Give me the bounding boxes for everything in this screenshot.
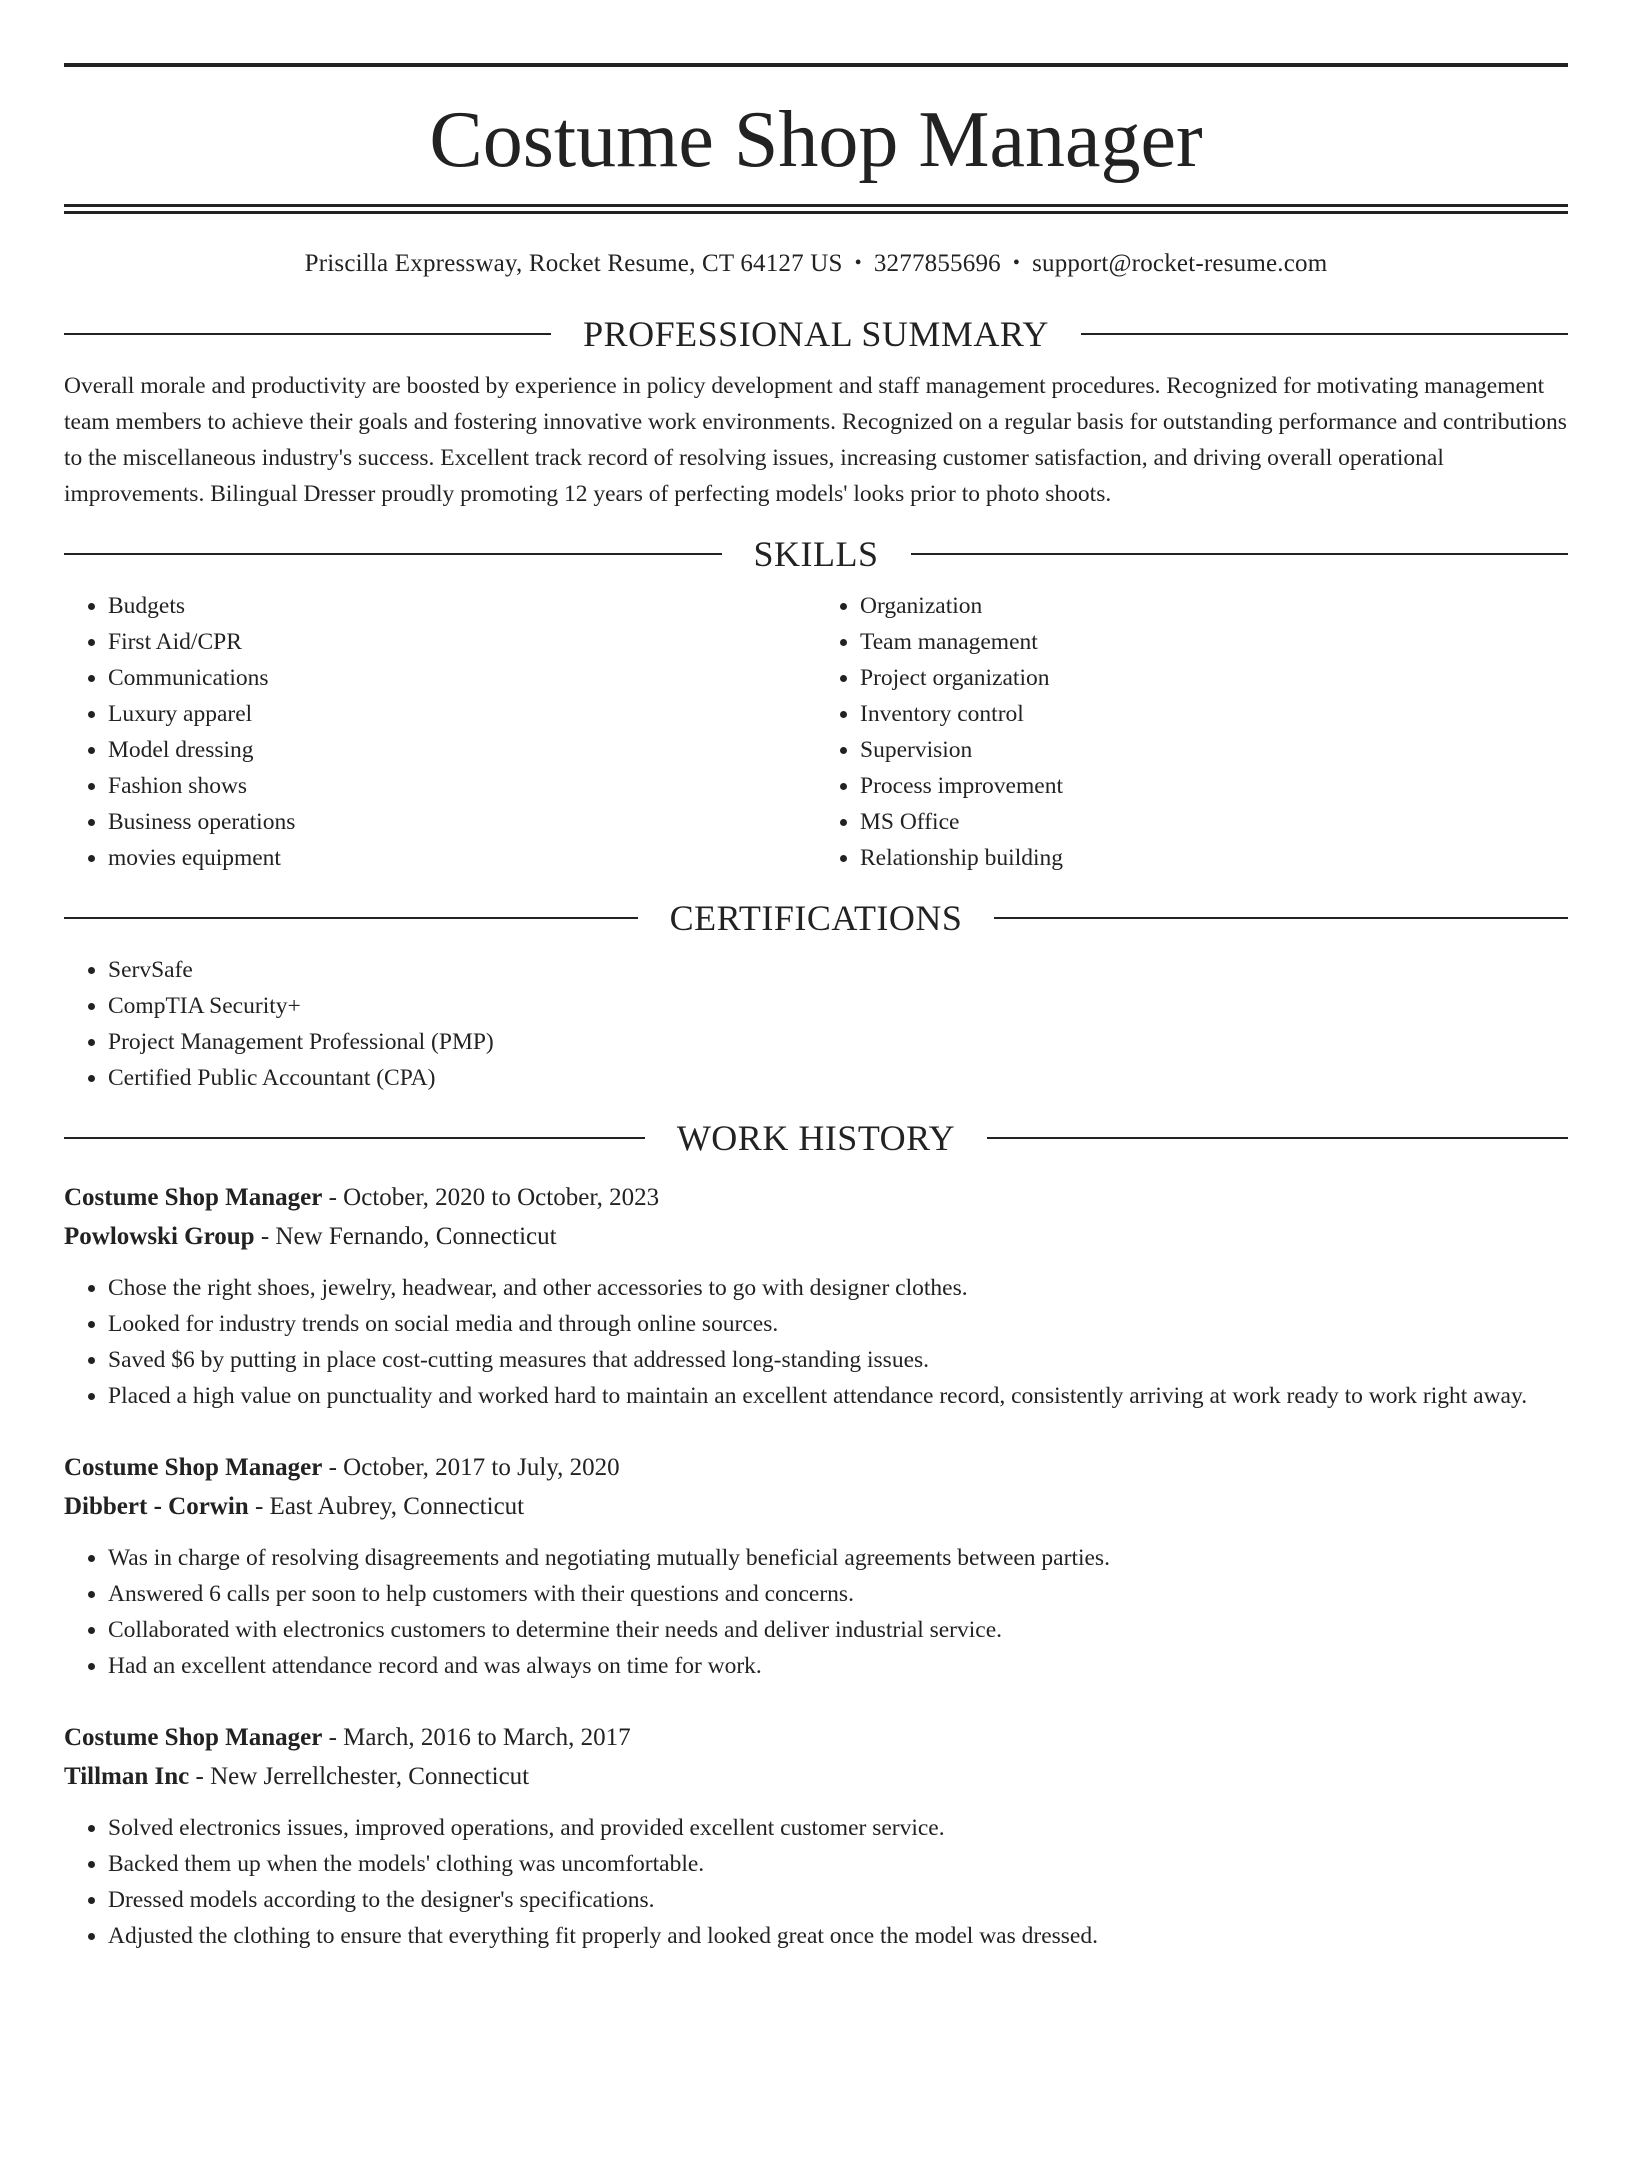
section-header-work-history bbox=[64, 1118, 1568, 1158]
top-rule bbox=[64, 63, 1568, 67]
certification-item: • CompTIA Security+ bbox=[108, 988, 1568, 1024]
job-entry bbox=[64, 1448, 1568, 1684]
section-title-work-history: WORK HISTORY bbox=[676, 1118, 956, 1158]
skill-item: • Organization bbox=[860, 588, 1568, 624]
contact-address: Priscilla Expressway, Rocket Resume, CT 64127 US bbox=[304, 250, 843, 277]
job-title-line bbox=[64, 1178, 1568, 1217]
skill-item: • First Aid/CPR bbox=[108, 624, 816, 660]
resume-name: Costume Shop Manager bbox=[429, 96, 1203, 184]
skill-item: • Inventory control bbox=[860, 696, 1568, 732]
name-double-rule bbox=[64, 204, 1568, 214]
skill-item: • Communications bbox=[108, 660, 816, 696]
section-title-certifications: CERTIFICATIONS bbox=[669, 898, 963, 938]
job-dates: - March, 2016 to March, 2017 bbox=[322, 1724, 631, 1751]
job-bullet: • Looked for industry trends on social media and through online sources. bbox=[108, 1306, 1568, 1342]
section-rule bbox=[987, 1137, 1568, 1139]
skill-item: • MS Office bbox=[860, 804, 1568, 840]
skill-item: • Fashion shows bbox=[108, 768, 816, 804]
job-location: - East Aubrey, Connecticut bbox=[248, 1493, 525, 1520]
job-bullet: • Placed a high value on punctuality and worked hard to maintain an excellent attendance record, consistently arriving at work ready to work right away. bbox=[108, 1378, 1568, 1414]
job-title-line bbox=[64, 1448, 1568, 1487]
section-rule bbox=[911, 553, 1569, 555]
certification-item: • Certified Public Accountant (CPA) bbox=[108, 1060, 1568, 1096]
job-dates: - October, 2017 to July, 2020 bbox=[322, 1454, 620, 1481]
summary-text: Overall morale and productivity are boosted by experience in policy development and staff management procedures. Recognized for motivating management team members to achieve their goals and fostering innovative work environments. Recognized on a regular basis for outstanding performance and contributions to the miscellaneous industry's success. Excellent track record of resolving issues, increasing customer satisfaction, and driving overall operational improvements. Bilingual Dresser proudly promoting 12 years of perfecting models' looks prior to photo shoots. bbox=[64, 373, 1567, 507]
job-company-line bbox=[64, 1487, 1568, 1526]
section-rule bbox=[1081, 333, 1568, 335]
job-company: Dibbert - Corwin bbox=[64, 1493, 249, 1520]
job-bullet: • Saved $6 by putting in place cost-cutting measures that addressed long-standing issues. bbox=[108, 1342, 1568, 1378]
contact-separator: • bbox=[854, 252, 862, 274]
contact-phone: 3277855696 bbox=[873, 250, 1001, 277]
job-role: Costume Shop Manager bbox=[64, 1454, 323, 1481]
skill-item: • Budgets bbox=[108, 588, 816, 624]
job-bullet: • Chose the right shoes, jewelry, headwear, and other accessories to go with designer clothes. bbox=[108, 1270, 1568, 1306]
skill-item: • Team management bbox=[860, 624, 1568, 660]
skill-item: • movies equipment bbox=[108, 840, 816, 876]
skill-item: • Model dressing bbox=[108, 732, 816, 768]
job-location: - New Jerrellchester, Connecticut bbox=[189, 1763, 530, 1790]
contact-line bbox=[64, 249, 1568, 280]
job-entry bbox=[64, 1178, 1568, 1414]
skill-item: • Business operations bbox=[108, 804, 816, 840]
certifications-list bbox=[64, 952, 1568, 1096]
job-dates: - October, 2020 to October, 2023 bbox=[322, 1184, 660, 1211]
job-bullet: • Dressed models according to the designer's specifications. bbox=[108, 1882, 1568, 1918]
section-header-skills bbox=[64, 534, 1568, 574]
section-rule bbox=[64, 553, 722, 555]
job-company-line bbox=[64, 1217, 1568, 1256]
skill-item: • Supervision bbox=[860, 732, 1568, 768]
job-company-line bbox=[64, 1757, 1568, 1796]
section-rule bbox=[64, 917, 638, 919]
skill-item: • Project organization bbox=[860, 660, 1568, 696]
job-role: Costume Shop Manager bbox=[64, 1184, 323, 1211]
job-role: Costume Shop Manager bbox=[64, 1724, 323, 1751]
skills-list-right bbox=[816, 588, 1568, 876]
resume-page bbox=[0, 63, 1632, 2175]
contact-email: support@rocket-resume.com bbox=[1032, 250, 1328, 277]
job-bullets bbox=[64, 1540, 1568, 1684]
job-title-line bbox=[64, 1718, 1568, 1757]
section-header-certifications bbox=[64, 898, 1568, 938]
section-rule bbox=[64, 1137, 645, 1139]
job-entry bbox=[64, 1718, 1568, 1954]
section-header-summary bbox=[64, 314, 1568, 354]
job-company: Powlowski Group bbox=[64, 1223, 255, 1250]
job-bullet: • Had an excellent attendance record and was always on time for work. bbox=[108, 1648, 1568, 1684]
job-bullet: • Backed them up when the models' clothing was uncomfortable. bbox=[108, 1846, 1568, 1882]
section-title-skills: SKILLS bbox=[753, 534, 879, 574]
section-title-summary: PROFESSIONAL SUMMARY bbox=[583, 314, 1049, 354]
skill-item: • Relationship building bbox=[860, 840, 1568, 876]
certification-item: • Project Management Professional (PMP) bbox=[108, 1024, 1568, 1060]
certification-item: • ServSafe bbox=[108, 952, 1568, 988]
job-bullet: • Solved electronics issues, improved operations, and provided excellent customer service. bbox=[108, 1810, 1568, 1846]
job-bullet: • Collaborated with electronics customers to determine their needs and deliver industrial service. bbox=[108, 1612, 1568, 1648]
skill-item: • Luxury apparel bbox=[108, 696, 816, 732]
skills-columns bbox=[64, 588, 1568, 876]
skill-item: • Process improvement bbox=[860, 768, 1568, 804]
section-rule bbox=[994, 917, 1568, 919]
skills-list-left bbox=[64, 588, 816, 876]
job-bullet: • Answered 6 calls per soon to help customers with their questions and concerns. bbox=[108, 1576, 1568, 1612]
job-location: - New Fernando, Connecticut bbox=[254, 1223, 557, 1250]
section-rule bbox=[64, 333, 551, 335]
job-company: Tillman Inc bbox=[64, 1763, 190, 1790]
contact-separator: • bbox=[1012, 252, 1021, 274]
job-bullets bbox=[64, 1270, 1568, 1414]
job-bullet: • Was in charge of resolving disagreements and negotiating mutually beneficial agreements between parties. bbox=[108, 1540, 1568, 1576]
job-bullets bbox=[64, 1810, 1568, 1954]
job-bullet: • Adjusted the clothing to ensure that everything fit properly and looked great once the model was dressed. bbox=[108, 1918, 1568, 1954]
